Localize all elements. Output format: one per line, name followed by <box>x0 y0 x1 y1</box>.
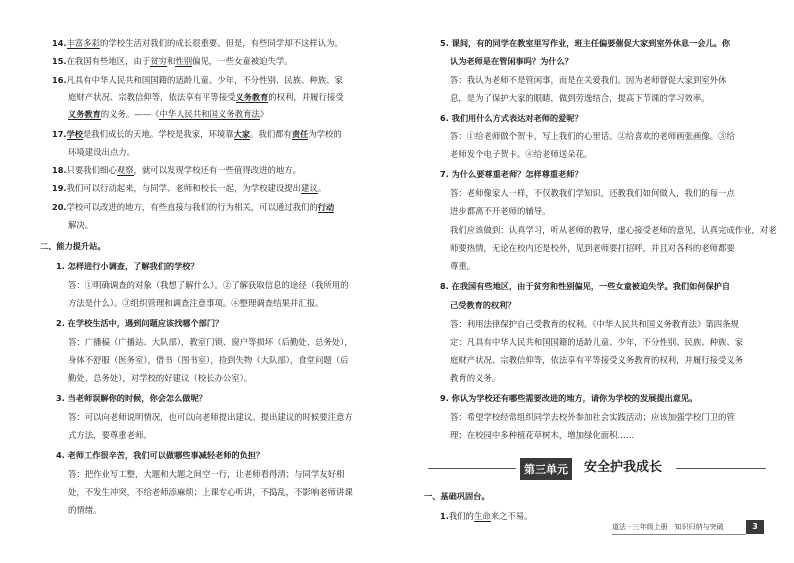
question-9: 9. 你认为学校还有哪些需要改进的地方，请你为学校的发展提出意见。 <box>440 393 698 403</box>
question-8-line-2: 己受教育的权利？ <box>450 300 516 310</box>
answer-5-line-1: 答：我认为老师不是管闲事，而是在关爱我们。因为老师督促大家到室外休 <box>450 75 727 85</box>
answer-4-line-3: 的情绪。 <box>68 505 102 515</box>
question-6: 6. 我们用什么方式表达对老师的爱呢？ <box>440 113 583 123</box>
item-20-line-2: 解决。 <box>68 220 94 230</box>
answer-2-line-3: 勤处、总务处），对学校的好建议（校长办公室）。 <box>68 373 253 383</box>
footer-text: 道法 · 三年级上册 知识归纳与突破 <box>612 523 724 531</box>
answer-3-line-2: 式方法，要尊重老师。 <box>68 430 152 440</box>
answer-1-line-2: 方法是什么）。③组织管理和调查注意事项。④整理调查结果并汇报。 <box>68 298 324 308</box>
unit-label: 第三单元 <box>520 458 572 480</box>
answer-4-line-1: 答：把作业写工整，大题和大题之间空一行，让老师看得清；与同学友好相 <box>68 469 345 479</box>
answer-5-line-2: 息，是为了保护大家的眼睛，做到劳逸结合，提高下节课的学习效率。 <box>450 93 710 103</box>
item-15: 15.在我国有些地区，由于贫穷和性别偏见，一些女童被迫失学。 <box>52 56 293 66</box>
question-5-line-1: 5. 课间，有的同学在教室里写作业，班主任偏要催促大家到室外休息一会儿。你 <box>440 38 731 48</box>
answer-8-line-1: 答：利用法律保护自己受教育的权利。《中华人民共和国义务教育法》第四条规 <box>450 319 739 329</box>
answer-9-line-2: 理；在校园中多种植花草树木，增加绿化面积…… <box>450 430 635 440</box>
question-2: 2. 在学校生活中，遇到问题应该找哪个部门？ <box>56 318 224 328</box>
question-5-line-2: 认为老师是在管闲事吗？为什么？ <box>450 56 573 66</box>
question-3: 3. 当老师误解你的时候，你会怎么做呢？ <box>56 393 207 403</box>
item-19: 19.我们可以行动起来，与同学、老师和校长一起，为学校建设提出建议。 <box>52 183 327 193</box>
item-20-line-1: 20.学校可以改进的地方，有些直接与我们的行为相关，可以通过我们的行动 <box>52 202 335 212</box>
question-7: 7. 为什么要尊重老师？怎样尊重老师？ <box>440 169 583 179</box>
question-4: 4. 老师工作很辛苦，我们可以做哪些事减轻老师的负担？ <box>56 450 265 460</box>
answer-8-line-2: 定：凡具有中华人民共和国国籍的适龄儿童、少年，不分性别、民族、种族、家 <box>450 337 744 347</box>
question-8-line-1: 8. 在我国有些地区，由于贫穷和性别偏见，一些女童被迫失学。我们如何保护自 <box>440 281 731 291</box>
answer-8-line-4: 教育的义务。 <box>450 373 501 383</box>
answer-2-line-2: 身体不舒服（医务室），借书（图书室），捡到失物（大队部），食堂问题（后 <box>68 355 349 365</box>
answer-1-line-1: 答：①明确调查的对象（我想了解什么）。②了解获取信息的途径（我所用的 <box>68 280 349 290</box>
answer-8-line-3: 庭财产状况、宗教信仰等，依法享有平等接受义务教育的权利，并履行接受义务 <box>450 355 744 365</box>
answer-9-line-1: 答：希望学校经常组织同学去校外参加社会实践活动；应该加强学校门卫的管 <box>450 412 735 422</box>
answer-7-line-1: 答：老师像家人一样，不仅教我们学知识，还教我们如何做人，我们的每一点 <box>450 188 735 198</box>
answer-4-line-2: 处，不发生冲突，不给老师添麻烦；上课专心听讲，不捣乱，不影响老师讲课 <box>68 487 353 497</box>
answer-3-line-1: 答：可以向老师说明情况，也可以向老师提出建议。提出建议的时候要注意方 <box>68 412 353 422</box>
item-16-line-3: 义务教育的义务。——《中华人民共和国义务教育法》 <box>68 109 269 119</box>
answer-2-line-1: 答：广播稿（广播站、大队部），教室门锁、窗户等损坏（后勤处、总务处）， <box>68 337 353 347</box>
banner-rule-left <box>428 468 516 469</box>
footer-rule <box>612 534 746 535</box>
section-heading-2: 二、能力提升站。 <box>40 241 106 251</box>
item-14: 14.丰富多彩的学校生活对我们的成长很重要。但是，有些同学却不这样认为。 <box>52 38 343 48</box>
page-number: 3 <box>746 520 764 534</box>
answer-6-line-2: 老师发个电子贺卡。④给老师送朵花。 <box>450 149 593 159</box>
item-18: 18.只要我们细心观察，就可以发现学校还有一些值得改进的地方。 <box>52 165 302 175</box>
item-17-line-2: 环境建设出点力。 <box>68 147 135 157</box>
unit-title: 安全护我成长 <box>584 460 663 475</box>
item-16-line-2: 庭财产状况、宗教信仰等，依法享有平等接受义务教育的权利，并履行接受 <box>68 92 344 102</box>
item-16-line-1: 16.凡具有中华人民共和国国籍的适龄儿童、少年，不分性别、民族、种族、家 <box>52 75 343 85</box>
answer-6-line-1: 答：①给老师做个贺卡，写上我们的心里话。②给喜欢的老师画张画像。③给 <box>450 131 735 141</box>
answer-7-line-2: 进步都离不开老师的辅导。 <box>450 206 551 216</box>
banner-rule-right <box>676 468 766 469</box>
unit-banner <box>428 458 766 480</box>
answer-7-line-3: 我们应该做到：认真学习，听从老师的教导，虚心接受老师的意见，认真完成作业，对老 <box>450 225 777 235</box>
item-17-line-1: 17.学校是我们成长的天地。学校是我家，环境靠大家。我们都有责任为学校的 <box>52 129 342 139</box>
answer-7-line-5: 尊重。 <box>450 261 476 271</box>
basic-item-1: 1.我们的生命来之不易。 <box>440 511 533 521</box>
question-1: 1. 怎样进行小调查，了解我们的学校？ <box>56 261 199 271</box>
answer-7-line-4: 师要热情，无论在校内还是校外，见到老师要打招呼，并且对各科的老师都要 <box>450 243 735 253</box>
section-heading-1: 一、基础巩固台。 <box>424 491 490 501</box>
